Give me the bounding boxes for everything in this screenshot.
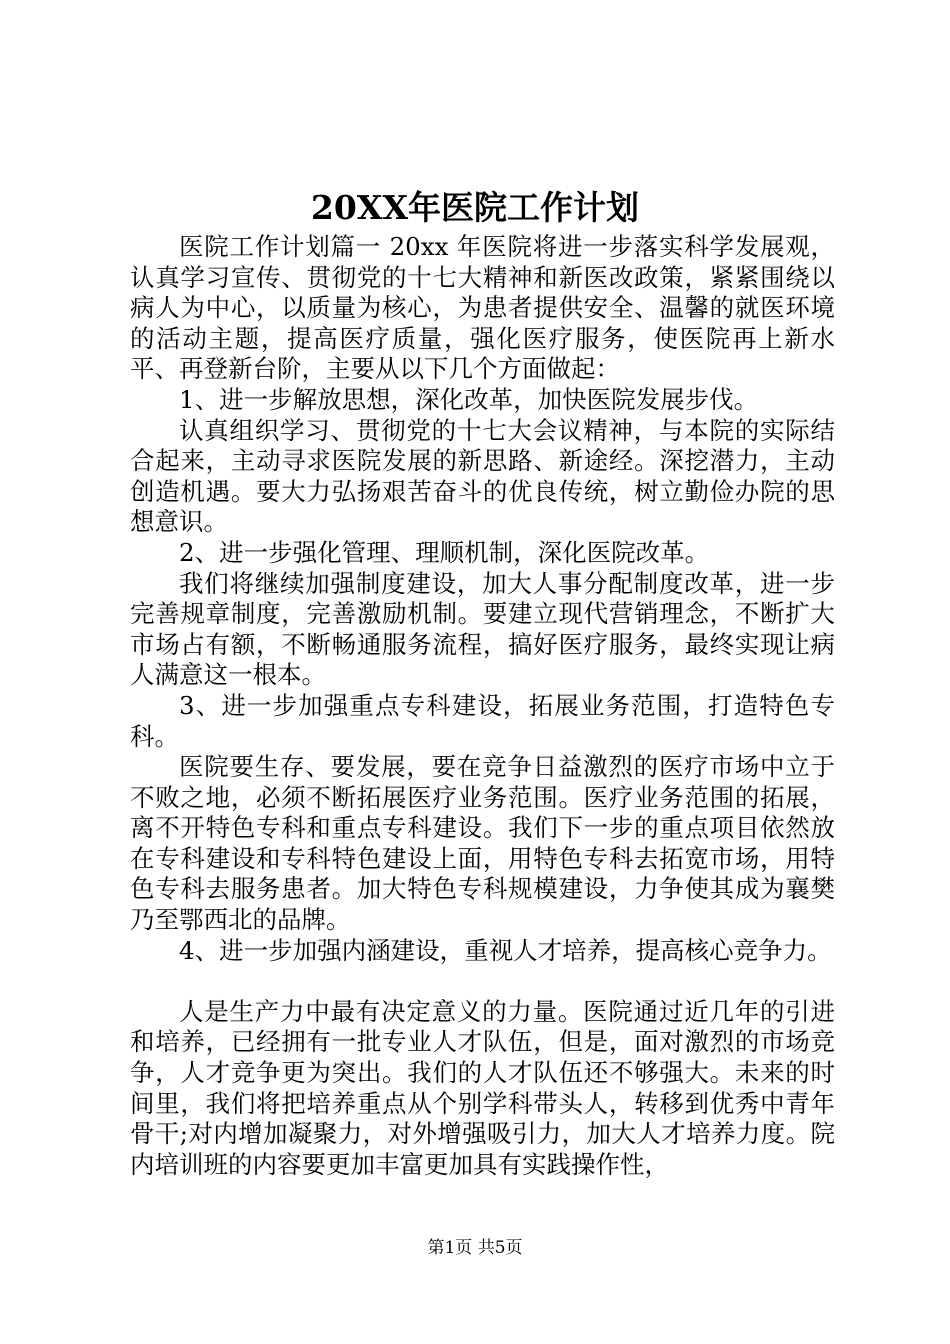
- section-heading-1: 1、进一步解放思想，深化改革，加快医院发展步伐。: [179, 384, 759, 414]
- paragraph-intro: 医院工作计划篇一 20xx 年医院将进一步落实科学发展观，认真学习宣传、贯彻党的十七大精神和新医改政策，紧紧围绕以病人为中心，以质量为核心，为患者提供安全、温馨的就医环境的活动主题，提高医疗质量，强化医疗服务，使医院再上新水平、再登新台阶，主要从以下几个方面做起：: [130, 232, 835, 384]
- document-body: [130, 232, 835, 1180]
- paragraph-section-1: 认真组织学习、贯彻党的十七大会议精神，与本院的实际结合起来，主动寻求医院发展的新思路、新途经。深挖潜力，主动创造机遇。要大力弘扬艰苦奋斗的优良传统，树立勤俭办院的思想意识。: [130, 415, 835, 537]
- page-footer: 第1页 共5页: [427, 1238, 523, 1258]
- paragraph-section-4: 人是生产力中最有决定意义的力量。医院通过近几年的引进和培养，已经拥有一批专业人才队伍，但是，面对激烈的市场竞争，人才竞争更为突出。我们的人才队伍还不够强大。未来的时间里，我们将把培养重点从个别学科带头人，转移到优秀中青年骨干;对内增加凝聚力，对外增强吸引力，加大人才培养力度。院内培训班的内容要更加丰富更加具有实践操作性，: [130, 996, 835, 1179]
- document-title: 20XX年医院工作计划: [310, 188, 640, 227]
- section-heading-2: 2、进一步强化管理、理顺机制，深化医院改革。: [179, 537, 710, 567]
- section-heading-4: 4、进一步加强内涵建设，重视人才培养，提高核心竞争力。: [179, 935, 832, 965]
- paragraph-section-2: 我们将继续加强制度建设，加大人事分配制度改革，进一步完善规章制度，完善激励机制。要建立现代营销理念，不断扩大市场占有额，不断畅通服务流程，搞好医疗服务，最终实现让病人满意这一根本。: [130, 568, 835, 690]
- section-heading-3: 3、进一步加强重点专科建设，拓展业务范围，打造特色专科。: [130, 690, 835, 751]
- paragraph-section-3: 医院要生存、要发展，要在竞争日益激烈的医疗市场中立于不败之地，必须不断拓展医疗业务范围。医疗业务范围的拓展，离不开特色专科和重点专科建设。我们下一步的重点项目依然放在专科建设和专科特色建设上面，用特色专科去拓宽市场，用特色专科去服务患者。加大特色专科规模建设，力争使其成为襄樊乃至鄂西北的品牌。: [130, 752, 835, 935]
